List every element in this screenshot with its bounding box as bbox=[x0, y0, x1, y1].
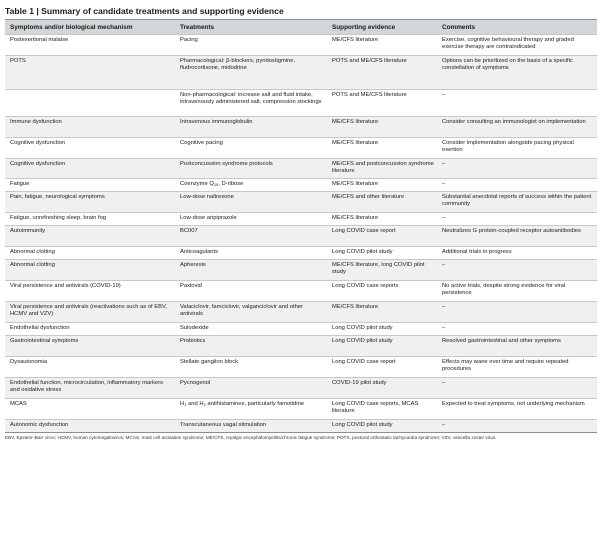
table-row bbox=[5, 138, 597, 159]
evidence-cell: POTS and ME/CFS literature bbox=[327, 56, 437, 90]
evidence-cell: Long COVID case report bbox=[327, 226, 437, 247]
evidence-cell: Long COVID pilot study bbox=[327, 336, 437, 357]
symptom-cell bbox=[5, 90, 175, 117]
treatment-cell: Intravenous immunoglobulin bbox=[175, 117, 327, 138]
comment-cell: Consider consulting an immunologist on implementation bbox=[437, 117, 597, 138]
evidence-cell: ME/CFS and other literature bbox=[327, 192, 437, 213]
evidence-cell: Long COVID case reports bbox=[327, 281, 437, 302]
symptom-cell: Viral persistence and antivirals (COVID-19) bbox=[5, 281, 175, 302]
header-symptoms: Symptoms and/or biological mechanism bbox=[5, 20, 175, 35]
comment-cell: – bbox=[437, 90, 597, 117]
symptom-cell: MCAS bbox=[5, 399, 175, 420]
symptom-cell: Endothelial function, microcirculation, inflammatory markers and oxidative stress bbox=[5, 378, 175, 399]
evidence-cell: Long COVID pilot study bbox=[327, 420, 437, 433]
table-row bbox=[5, 90, 597, 117]
evidence-cell: COVID-19 pilot study bbox=[327, 378, 437, 399]
header-evidence: Supporting evidence bbox=[327, 20, 437, 35]
evidence-cell: Long COVID case report bbox=[327, 357, 437, 378]
treatment-text: H bbox=[180, 401, 185, 407]
table-title: Table 1 | Summary of candidate treatments and supporting evidence bbox=[5, 6, 284, 16]
table-row bbox=[5, 117, 597, 138]
treatment-cell: Postconcussion syndrome protocols bbox=[175, 159, 327, 179]
evidence-cell: ME/CFS literature bbox=[327, 35, 437, 56]
treatment-text: and H bbox=[186, 401, 204, 407]
treatment-cell bbox=[175, 179, 327, 192]
evidence-cell: ME/CFS literature bbox=[327, 213, 437, 226]
treatment-cell: Probiotics bbox=[175, 336, 327, 357]
treatment-cell: Pharmacological: β-blockers, pyridostigmine, fludrocortisone, midodrine bbox=[175, 56, 327, 90]
treatment-text: Coenzyme Q bbox=[180, 181, 214, 187]
table-row bbox=[5, 213, 597, 226]
comment-cell: Resolved gastrointestinal and other symptoms bbox=[437, 336, 597, 357]
symptom-cell: Pain, fatigue, neurological symptoms bbox=[5, 192, 175, 213]
comment-cell: – bbox=[437, 260, 597, 281]
symptom-cell: Endothelial dysfunction bbox=[5, 323, 175, 336]
evidence-cell: POTS and ME/CFS literature bbox=[327, 90, 437, 117]
treatment-cell: Transcutaneous vagal stimulation bbox=[175, 420, 327, 433]
treatment-cell: Apheresis bbox=[175, 260, 327, 281]
comment-cell: Additional trials in progress bbox=[437, 247, 597, 260]
treatment-cell bbox=[175, 399, 327, 420]
table-figure bbox=[5, 0, 597, 442]
table-row bbox=[5, 260, 597, 281]
comment-cell: – bbox=[437, 302, 597, 323]
treatment-subscript: 2 bbox=[203, 402, 206, 407]
table-row bbox=[5, 399, 597, 420]
table-row bbox=[5, 302, 597, 323]
evidence-cell: ME/CFS literature bbox=[327, 302, 437, 323]
table-footnote: EBV, Epstein–Barr virus; HCMV, human cytomegalovirus; MCAS, mast cell activation syndrome; ME/CFS, myalgic encephalomyelitis/chronic fatigue syndrome; POTS, postural orthostatic tachycardia syndrome; VZV, varicella zoster virus. bbox=[5, 435, 497, 440]
comment-cell: Neutralizes G protein-coupled receptor autoantibodies bbox=[437, 226, 597, 247]
evidence-cell: ME/CFS literature bbox=[327, 179, 437, 192]
evidence-cell: Long COVID case reports, MCAS literature bbox=[327, 399, 437, 420]
treatment-cell: Pycnogenol bbox=[175, 378, 327, 399]
table-row bbox=[5, 247, 597, 260]
treatment-cell: Non-pharmacological: increase salt and fluid intake, intravenously administered salt, compression stockings bbox=[175, 90, 327, 117]
comment-cell: – bbox=[437, 159, 597, 179]
table-row bbox=[5, 378, 597, 399]
evidence-cell: ME/CFS and postconcussion syndrome literature bbox=[327, 159, 437, 179]
symptom-cell: Fatigue bbox=[5, 179, 175, 192]
comment-cell: Expected to treat symptoms, not underlying mechanism bbox=[437, 399, 597, 420]
comment-cell: Consider implementation alongside pacing physical exertion bbox=[437, 138, 597, 159]
table-row bbox=[5, 35, 597, 56]
treatment-cell: Low-dose aripiprazole bbox=[175, 213, 327, 226]
evidence-cell: ME/CFS literature bbox=[327, 138, 437, 159]
comment-cell: – bbox=[437, 213, 597, 226]
table-row bbox=[5, 226, 597, 247]
evidence-cell: ME/CFS literature bbox=[327, 117, 437, 138]
comment-cell: – bbox=[437, 323, 597, 336]
evidence-cell: ME/CFS literature, long COVID pilot study bbox=[327, 260, 437, 281]
table-header-row bbox=[5, 20, 597, 35]
symptom-cell: Dysautonomia bbox=[5, 357, 175, 378]
symptom-cell: Abnormal clotting bbox=[5, 247, 175, 260]
treatment-cell: Paxlovid bbox=[175, 281, 327, 302]
evidence-cell: Long COVID pilot study bbox=[327, 323, 437, 336]
comment-cell: – bbox=[437, 179, 597, 192]
treatment-cell: Pacing bbox=[175, 35, 327, 56]
comment-cell: No active trials, despite strong evidence for viral persistence bbox=[437, 281, 597, 302]
comment-cell: Substantial anecdotal reports of success within the patient community bbox=[437, 192, 597, 213]
treatment-text: , D-ribose bbox=[218, 181, 244, 187]
table-row bbox=[5, 357, 597, 378]
table-row bbox=[5, 323, 597, 336]
table-row bbox=[5, 179, 597, 192]
symptom-cell: Cognitive dysfunction bbox=[5, 159, 175, 179]
treatment-text: antihistamines, particularly famotidine bbox=[205, 401, 305, 407]
table-row bbox=[5, 56, 597, 90]
treatment-cell: Valaciclovir, famciclovir, valganciclovir and other antivirals bbox=[175, 302, 327, 323]
header-comments: Comments bbox=[437, 20, 597, 35]
table-row bbox=[5, 159, 597, 179]
symptom-cell: Autoimmunity bbox=[5, 226, 175, 247]
comment-cell: Effects may wane over time and require repeated procedures bbox=[437, 357, 597, 378]
symptom-cell: Cognitive dysfunction bbox=[5, 138, 175, 159]
treatment-cell: Stellate ganglion block bbox=[175, 357, 327, 378]
symptom-cell: Postexertional malaise bbox=[5, 35, 175, 56]
treatment-cell: Low-dose naltrexone bbox=[175, 192, 327, 213]
treatment-cell: Sulodexide bbox=[175, 323, 327, 336]
treatment-cell: BC007 bbox=[175, 226, 327, 247]
symptom-cell: Abnormal clotting bbox=[5, 260, 175, 281]
comment-cell: Exercise, cognitive behavioural therapy and graded exercise therapy are contraindicated bbox=[437, 35, 597, 56]
table-row bbox=[5, 192, 597, 213]
treatment-subscript: 10 bbox=[213, 182, 219, 187]
symptom-cell: Immune dysfunction bbox=[5, 117, 175, 138]
treatment-subscript: 1 bbox=[184, 402, 187, 407]
table-row bbox=[5, 281, 597, 302]
comment-cell: – bbox=[437, 420, 597, 433]
header-treatments: Treatments bbox=[175, 20, 327, 35]
treatments-table bbox=[5, 19, 597, 433]
symptom-cell: Autonomic dysfunction bbox=[5, 420, 175, 433]
treatment-cell: Cognitive pacing bbox=[175, 138, 327, 159]
symptom-cell: Fatigue, unrefreshing sleep, brain fog bbox=[5, 213, 175, 226]
table-row bbox=[5, 336, 597, 357]
comment-cell: Options can be prioritized on the basis of a specific constellation of symptoms bbox=[437, 56, 597, 90]
comment-cell: – bbox=[437, 378, 597, 399]
table-row bbox=[5, 420, 597, 433]
treatment-cell: Anticoagulants bbox=[175, 247, 327, 260]
symptom-cell: POTS bbox=[5, 56, 175, 90]
symptom-cell: Gastrointestinal symptoms bbox=[5, 336, 175, 357]
evidence-cell: Long COVID pilot study bbox=[327, 247, 437, 260]
symptom-cell: Viral persistence and antivirals (reactivations such as of EBV, HCMV and VZV) bbox=[5, 302, 175, 323]
